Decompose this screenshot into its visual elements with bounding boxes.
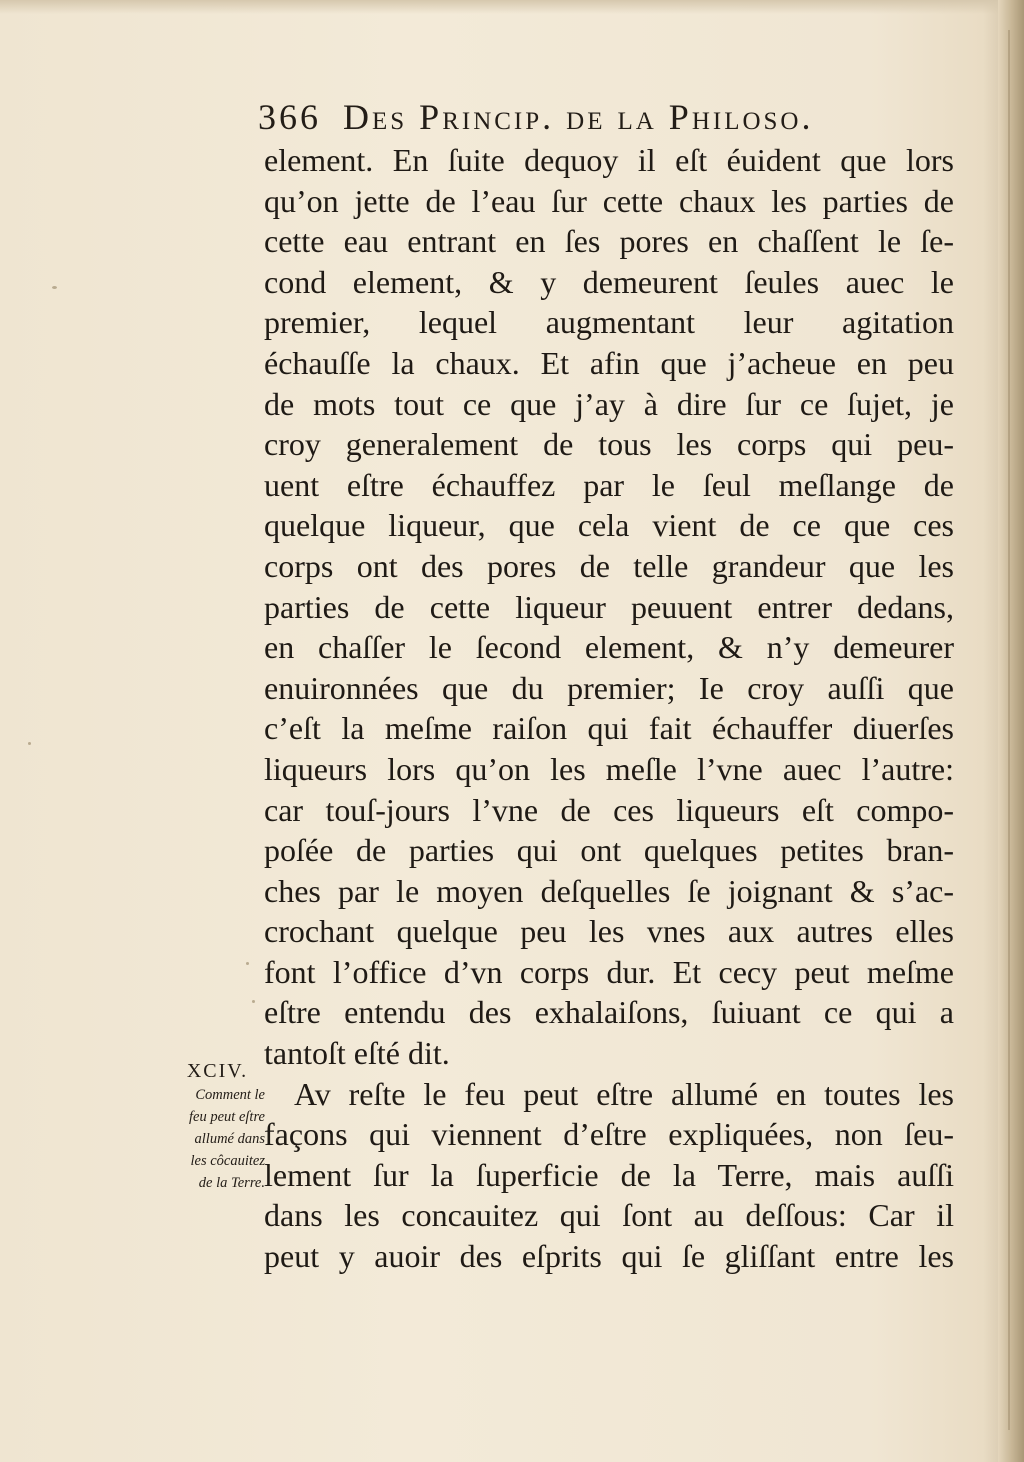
text-line: crochant quelque peu les vnes aux autres elles [264,913,954,950]
marginal-note-line: les côcauitez [190,1153,265,1169]
marginal-article-number: XCIV. [186,1060,249,1082]
text-line: font l’office d’vn corps dur. Et cecy peut meſme [264,953,954,990]
marginal-note-line: allumé dans [194,1131,265,1147]
paper-speck [28,742,31,745]
marginal-note [150,1058,265,1194]
text-line: premier, lequel augmentant leur agitation [264,304,954,341]
text-line: en chaſſer le ſecond element, & n’y demeurer [264,629,954,666]
main-text-block [264,140,954,1277]
text-line: car touſ-jours l’vne de ces liqueurs eſt compo- [264,791,954,828]
text-line: corps ont des pores de telle grandeur que les [264,547,954,584]
text-line: qu’on jette de l’eau ſur cette chaux les parties de [264,182,954,219]
text-line: quelque liqueur, que cela vient de ce que ces [264,507,954,544]
text-line: cond element, & y demeurent ſeules auec le [264,263,954,300]
running-title: Des Princip. de la Philoso. [343,97,814,137]
text-line-paragraph-start: Av reſte le feu peut eſtre allumé en toutes les [294,1075,954,1112]
spine-fold-line [1008,30,1010,1430]
text-line: liqueurs lors qu’on les meſle l’vne auec l’autre: [264,750,954,787]
text-line-paragraph-end: tantoſt eſté dit. [264,1035,450,1072]
page-top-shadow [0,0,1024,14]
paper-speck [246,962,249,965]
book-spine-edge [998,0,1024,1462]
text-line: peut y auoir des eſprits qui ſe gliſſant entre les [264,1238,954,1275]
text-line: façons qui viennent d’eſtre expliquées, non ſeu- [264,1116,954,1153]
running-head [258,96,948,144]
text-line: de mots tout ce que j’ay à dire ſur ce ſujet, je [264,385,954,422]
text-line: eſtre entendu des exhalaiſons, ſuiuant ce qui a [264,994,954,1031]
paper-speck [52,286,57,289]
text-line: croy generalement de tous les corps qui peu- [264,426,954,463]
marginal-note-line: Comment le [195,1087,265,1103]
text-line: ches par le moyen deſquelles ſe joignant & s’ac- [264,872,954,909]
marginal-note-line: de la Terre. [198,1175,265,1191]
text-line: element. En ſuite dequoy il eſt éuident que lors [264,142,954,178]
paper-speck [252,1000,255,1003]
text-line: cette eau entrant en ſes pores en chaſſent le ſe- [264,223,954,260]
text-line: poſée de parties qui ont quelques petites bran- [264,832,954,869]
text-line: uent eſtre échauffez par le ſeul meſlange de [264,466,954,503]
text-line: parties de cette liqueur peuuent entrer dedans, [264,588,954,625]
text-line: échauſſe la chaux. Et afin que j’acheue en peu [264,344,954,381]
text-line: enuironnées que du premier; Ie croy auſſi que [264,669,954,706]
text-line: lement ſur la ſuperficie de la Terre, mais auſſi [264,1156,954,1193]
marginal-note-line: feu peut eſtre [189,1109,265,1125]
page-number: 366 [258,97,321,137]
text-line: dans les concauitez qui ſont au deſſous: Car il [264,1197,954,1234]
text-line: c’eſt la meſme raiſon qui fait échauffer diuerſes [264,710,954,747]
